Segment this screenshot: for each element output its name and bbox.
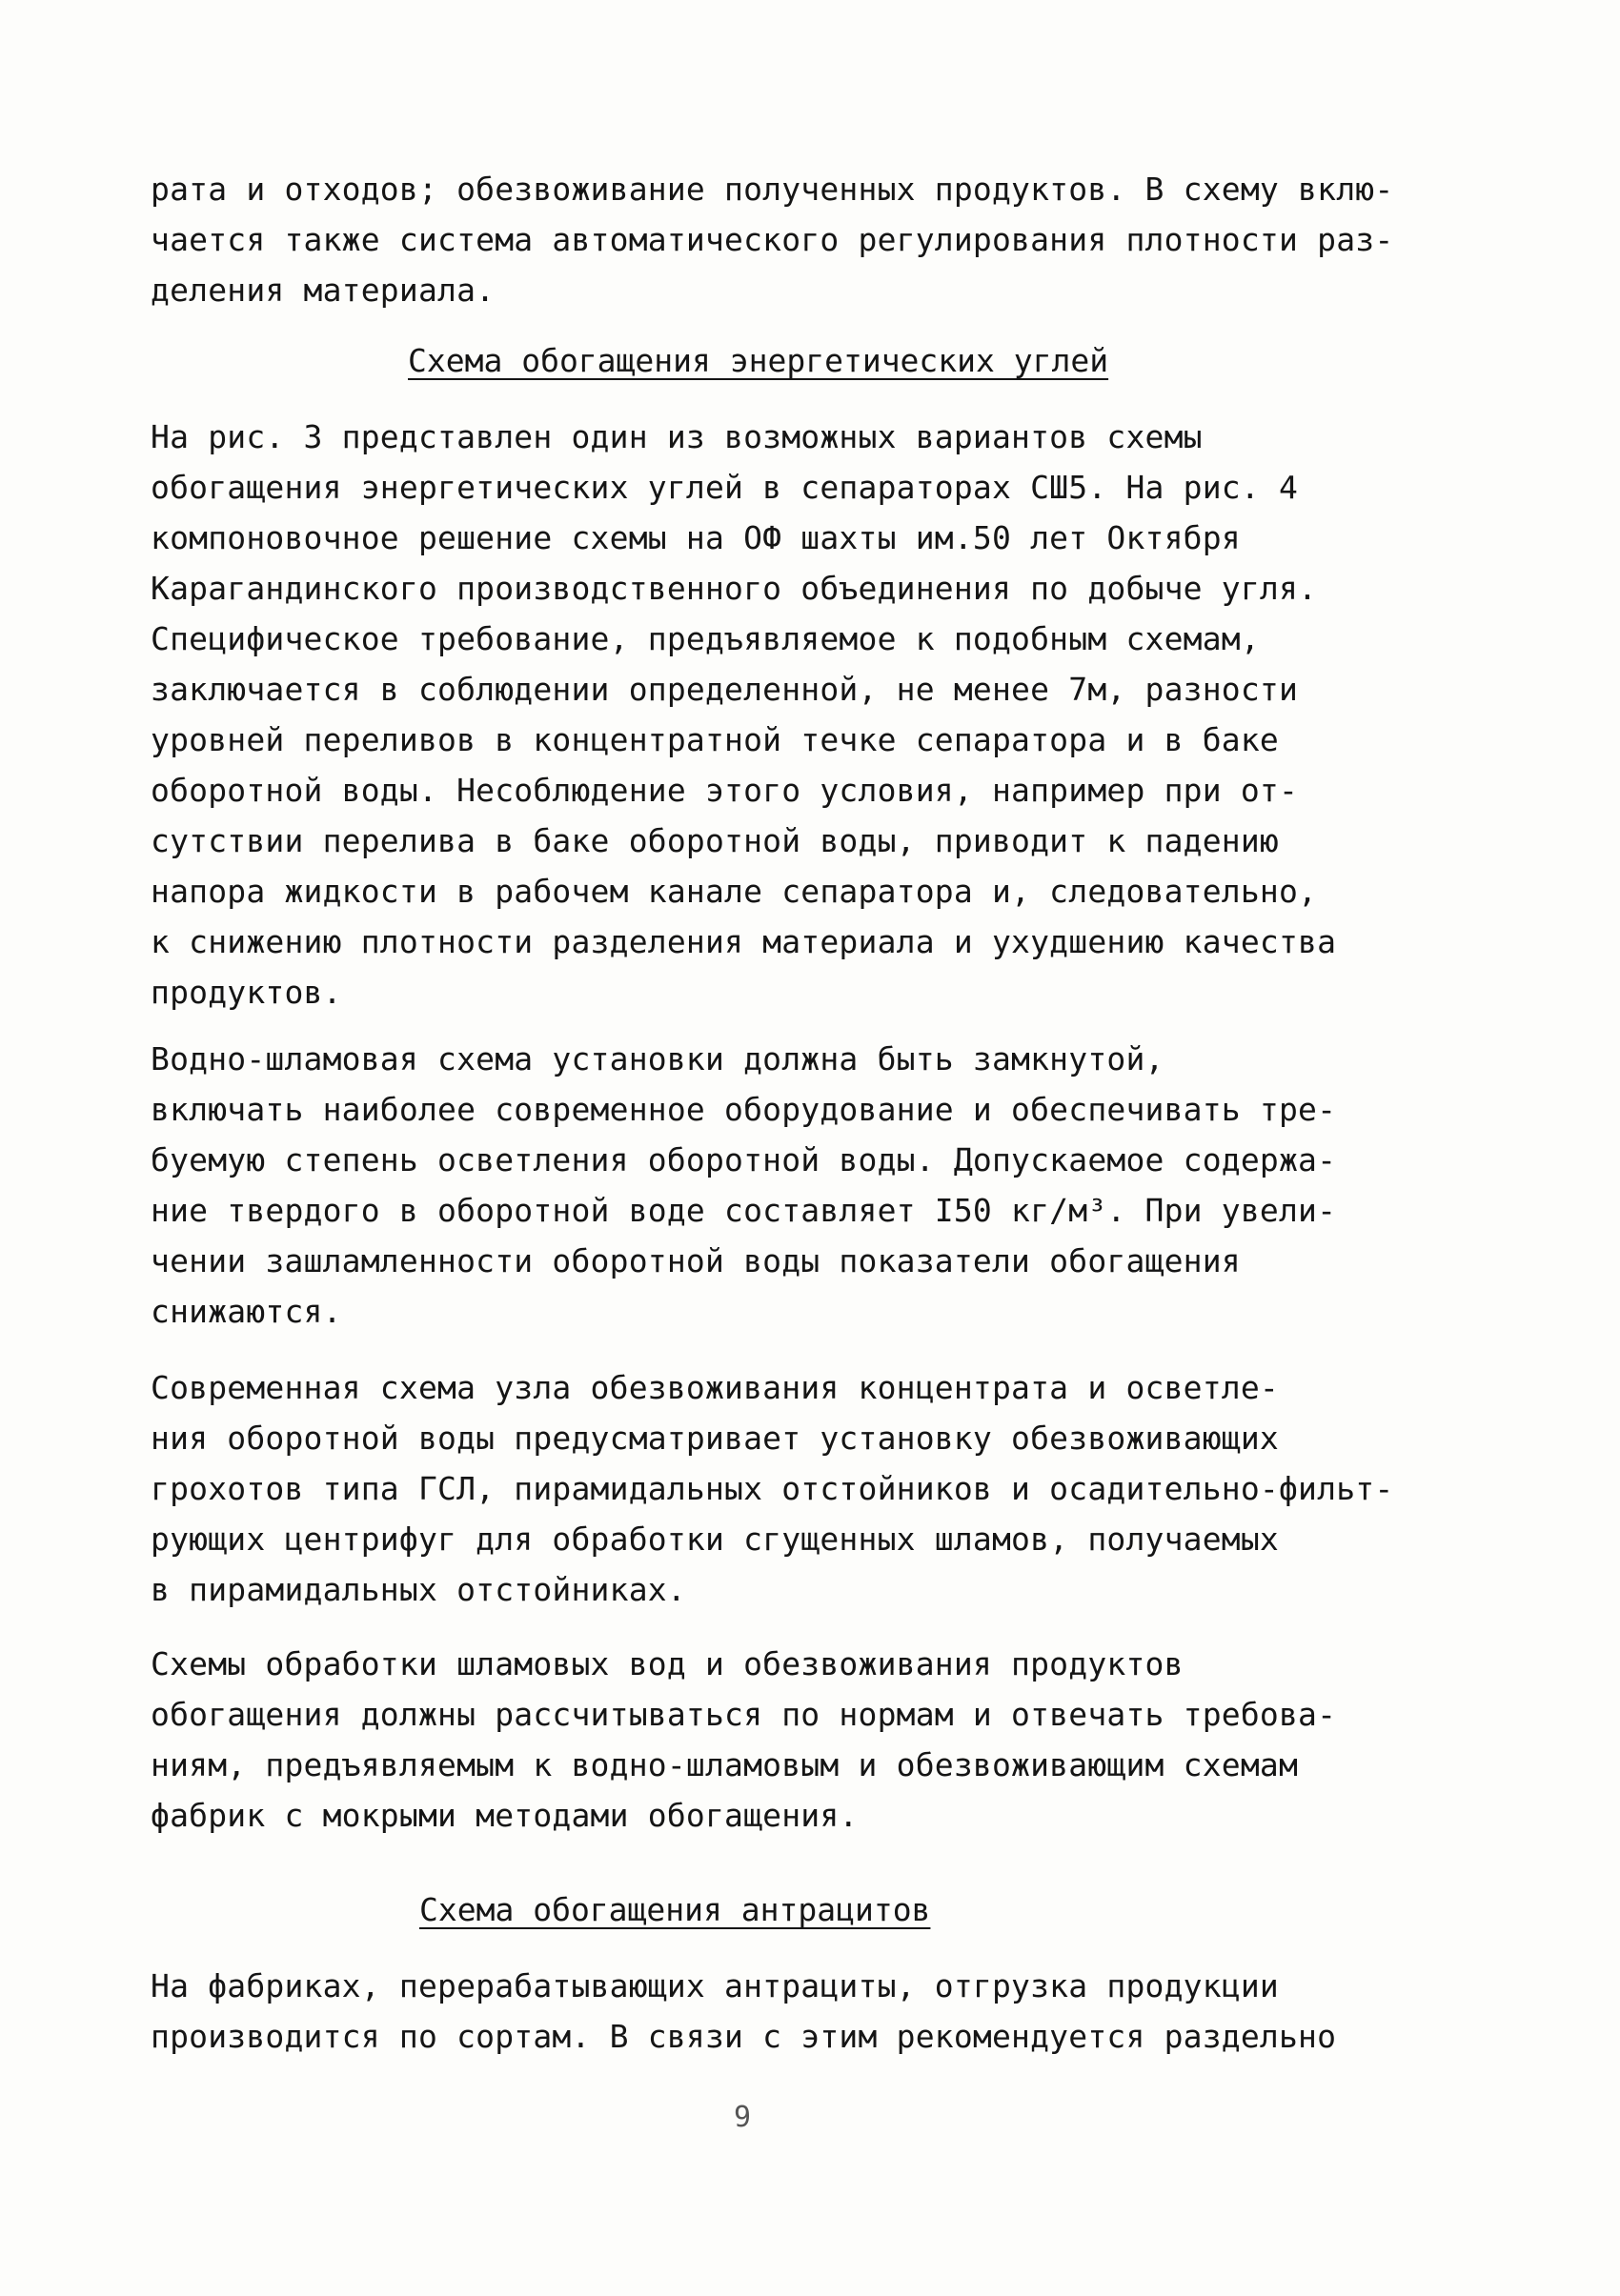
text-line: сутствии перелива в баке оборотной воды, приводит к падению <box>151 822 1279 859</box>
text-line: компоновочное решение схемы на ОФ шахты им.50 лет Октября <box>151 519 1241 556</box>
text-line: рующих центрифуг для обработки сгущенных шламов, получаемых <box>151 1521 1279 1558</box>
text-line: в пирамидальных отстойниках. <box>151 1571 686 1608</box>
text-line: напора жидкости в рабочем канале сепаратора и, следовательно, <box>151 873 1318 910</box>
text-line: На рис. 3 представлен один из возможных вариантов схемы <box>151 418 1203 455</box>
section-heading-anthracite: Схема обогащения антрацитов <box>419 1891 931 1928</box>
text-line: ния оборотной воды предусматривает установку обезвоживающих <box>151 1420 1279 1457</box>
page-number: 9 <box>734 2101 752 2134</box>
paragraph-slurry-processing <box>151 1639 1494 1841</box>
text-line: На фабриках, перерабатывающих антрациты, отгрузка продукции <box>151 1967 1279 2004</box>
text-line: Современная схема узла обезвоживания концентрата и осветле- <box>151 1369 1279 1406</box>
text-line: фабрик с мокрыми методами обогащения. <box>151 1797 859 1834</box>
text-line: производится по сортам. В связи с этим рекомендуется раздельно <box>151 2018 1337 2055</box>
text-line: обогащения должны рассчитываться по нормам и отвечать требова- <box>151 1696 1337 1733</box>
text-line: Схемы обработки шламовых вод и обезвоживания продуктов <box>151 1645 1184 1682</box>
intro-paragraph <box>151 164 1494 315</box>
section-heading-energy-coal: Схема обогащения энергетических углей <box>408 342 1109 379</box>
text-line: чении зашламленности оборотной воды показатели обогащения <box>151 1242 1241 1279</box>
text-line: деления материала. <box>151 272 496 309</box>
paragraph-specific-requirement <box>151 614 1494 1017</box>
text-line: обогащения энергетических углей в сепараторах СШ5. На рис. 4 <box>151 469 1299 506</box>
text-line: оборотной воды. Несоблюдение этого условия, например при от- <box>151 772 1299 809</box>
paragraph-dewatering-unit <box>151 1362 1494 1615</box>
text-line: грохотов типа ГСЛ, пирамидальных отстойников и осадительно-фильт- <box>151 1470 1394 1507</box>
text-line: заключается в соблюдении определенной, не менее 7м, разности <box>151 671 1299 708</box>
text-line: продуктов. <box>151 974 342 1011</box>
text-line: чается также система автоматического регулирования плотности раз- <box>151 221 1394 258</box>
text-line: рата и отходов; обезвоживание полученных продуктов. В схему вклю- <box>151 171 1394 208</box>
text-line: к снижению плотности разделения материала и ухудшению качества <box>151 923 1337 960</box>
paragraph-anthracite-grades <box>151 1961 1494 2062</box>
text-line: Карагандинского производственного объединения по добыче угля. <box>151 570 1318 607</box>
text-line: снижаются. <box>151 1293 342 1330</box>
paragraph-water-slurry-scheme <box>151 1034 1494 1337</box>
text-line: ние твердого в оборотной воде составляет I50 кг/м³. При увели- <box>151 1192 1337 1229</box>
text-line: уровней переливов в концентратной течке сепаратора и в баке <box>151 721 1279 758</box>
text-line: Водно-шламовая схема установки должна быть замкнутой, <box>151 1040 1164 1078</box>
text-line: буемую степень осветления оборотной воды. Допускаемое содержа- <box>151 1141 1337 1178</box>
text-line: включать наиболее современное оборудование и обеспечивать тре- <box>151 1091 1337 1128</box>
text-line: ниям, предъявляемым к водно-шламовым и обезвоживающим схемам <box>151 1746 1299 1783</box>
text-line: Специфическое требование, предъявляемое к подобным схемам, <box>151 620 1260 657</box>
paragraph-figure-reference <box>151 412 1494 614</box>
